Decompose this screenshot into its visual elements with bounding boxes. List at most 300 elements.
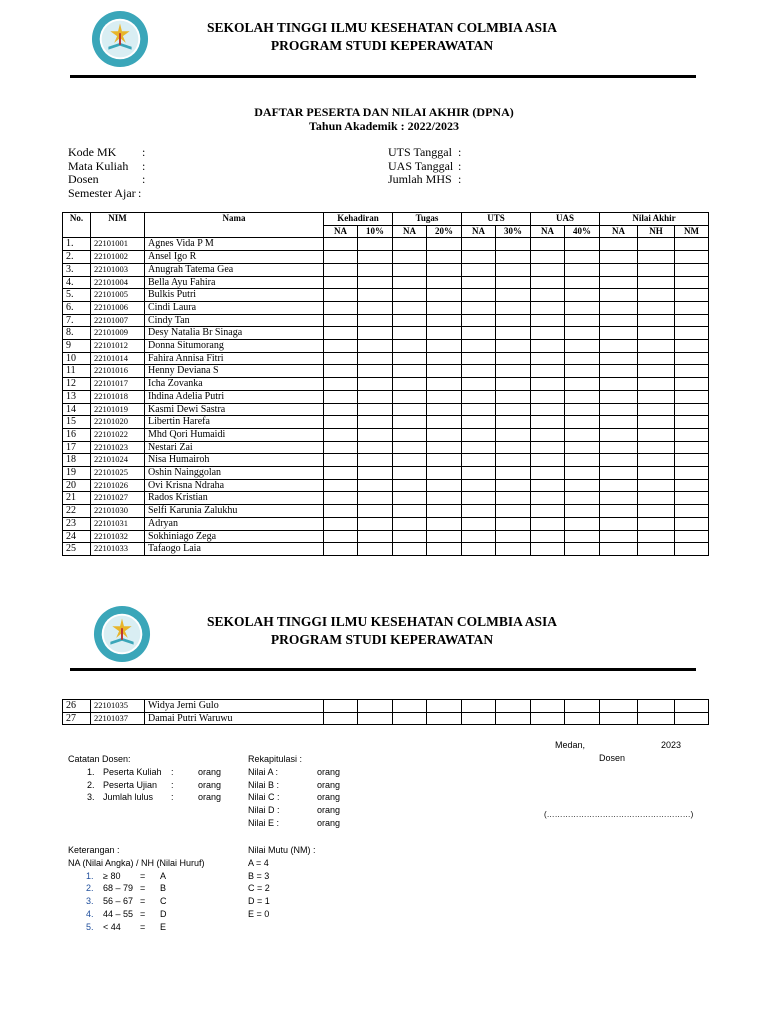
score-cell (565, 454, 600, 467)
score-cell (638, 517, 675, 530)
grade-range-grade: B (160, 883, 167, 894)
score-cell (358, 251, 393, 264)
student-name: Bella Ayu Fahira (145, 276, 324, 289)
score-cell (324, 238, 358, 251)
student-nim: 22101031 (91, 517, 145, 530)
table-row (63, 301, 709, 314)
score-cell (358, 352, 393, 365)
grade-range-eq: = (140, 883, 146, 894)
score-cell (427, 289, 462, 302)
score-cell (358, 390, 393, 403)
table-row (63, 251, 709, 264)
score-cell (462, 530, 496, 543)
score-cell (638, 479, 675, 492)
score-cell (496, 454, 531, 467)
score-cell (324, 441, 358, 454)
grade-range-range: 68 – 79 (103, 883, 134, 894)
col-header-nm: NM (675, 225, 709, 238)
score-cell (565, 479, 600, 492)
col-header-uas: UAS (531, 213, 600, 226)
score-cell (600, 251, 638, 264)
dosen-label: Dosen (599, 753, 626, 763)
rekap-unit: orang (317, 805, 341, 816)
score-cell (324, 276, 358, 289)
col-header-na: NA (393, 225, 427, 238)
score-cell (600, 263, 638, 276)
catatan-n: 1. (87, 766, 95, 777)
score-cell (531, 517, 565, 530)
rekap-label: Nilai C : (248, 792, 280, 803)
grade-range-n: 4. (86, 908, 94, 919)
score-cell (462, 238, 496, 251)
score-cell (358, 492, 393, 505)
score-cell (600, 378, 638, 391)
score-cell (565, 403, 600, 416)
score-cell (324, 340, 358, 353)
grade-range-eq: = (140, 870, 146, 881)
program-name: PROGRAM STUDI KEPERAWATAN (270, 632, 494, 647)
catatan-sep: : (171, 766, 174, 777)
rekap-title: Rekapitulasi : (248, 754, 303, 764)
score-cell (496, 378, 531, 391)
score-cell (427, 365, 462, 378)
score-cell (324, 378, 358, 391)
score-cell (531, 403, 565, 416)
signature-line: (………………………………………………) (544, 810, 694, 819)
score-cell (358, 340, 393, 353)
rekap-unit: orang (317, 779, 341, 790)
student-nim: 22101006 (91, 301, 145, 314)
table-row (63, 238, 709, 251)
score-cell (393, 301, 427, 314)
rekap-item (248, 804, 341, 817)
student-nim: 22101002 (91, 251, 145, 264)
score-cell (531, 238, 565, 251)
row-number: 6. (63, 301, 91, 314)
grade-range-range: < 44 (103, 921, 121, 932)
table-row (63, 530, 709, 543)
score-cell (675, 403, 709, 416)
catatan-label: Peserta Kuliah (103, 766, 162, 777)
grade-range-eq: = (140, 921, 146, 932)
score-cell (427, 505, 462, 518)
row-number: 15 (63, 416, 91, 429)
score-cell (462, 390, 496, 403)
score-cell (324, 403, 358, 416)
score-cell (600, 403, 638, 416)
score-cell (462, 492, 496, 505)
row-number: 18 (63, 454, 91, 467)
row-number: 1. (63, 238, 91, 251)
score-cell (324, 505, 358, 518)
rekap-unit: orang (317, 766, 341, 777)
rekap-item (248, 766, 341, 779)
score-cell (427, 276, 462, 289)
grade-range-range: 44 – 55 (103, 908, 134, 919)
score-cell (600, 238, 638, 251)
student-nim: 22101030 (91, 505, 145, 518)
score-cell (638, 238, 675, 251)
score-cell (638, 289, 675, 302)
score-cell (638, 390, 675, 403)
col-header-na: NA (462, 225, 496, 238)
score-cell (600, 289, 638, 302)
score-cell (600, 700, 638, 713)
score-cell (638, 251, 675, 264)
row-number: 27 (63, 712, 91, 725)
student-nim: 22101023 (91, 441, 145, 454)
score-cell (531, 479, 565, 492)
keterangan-subtitle: NA (Nilai Angka) / NH (Nilai Huruf) (68, 857, 205, 868)
row-number: 2. (63, 251, 91, 264)
meta-label-kode-mk: Kode MK (68, 145, 117, 159)
grade-range-eq: = (140, 908, 146, 919)
mutu-item: B = 3 (248, 870, 270, 881)
score-cell (565, 416, 600, 429)
score-cell (393, 454, 427, 467)
meta-label-semester: Semester Ajar (68, 185, 136, 200)
score-cell (324, 479, 358, 492)
score-cell (462, 276, 496, 289)
score-cell (565, 276, 600, 289)
score-cell (638, 467, 675, 480)
col-header-nim: NIM (91, 213, 145, 238)
score-cell (600, 530, 638, 543)
score-cell (324, 712, 358, 725)
score-cell (393, 314, 427, 327)
col-header-nilai-akhir: Nilai Akhir (600, 213, 709, 226)
score-cell (565, 700, 600, 713)
grade-range-item (68, 870, 205, 883)
meta-left (68, 145, 146, 200)
rekap-label: Nilai B : (248, 779, 280, 790)
catatan-item (68, 791, 222, 804)
score-cell (565, 263, 600, 276)
score-cell (531, 492, 565, 505)
score-cell (393, 416, 427, 429)
score-cell (324, 700, 358, 713)
score-cell (565, 327, 600, 340)
score-cell (496, 530, 531, 543)
score-cell (600, 276, 638, 289)
col-header-nh: NH (638, 225, 675, 238)
score-cell (531, 428, 565, 441)
score-cell (427, 416, 462, 429)
score-cell (565, 530, 600, 543)
score-cell (496, 340, 531, 353)
score-cell (531, 530, 565, 543)
table-row (63, 327, 709, 340)
score-cell (393, 517, 427, 530)
table-row (63, 428, 709, 441)
meta-label-uas: UAS Tanggal (388, 158, 454, 173)
student-name: Damai Putri Waruwu (145, 712, 324, 725)
score-cell (358, 505, 393, 518)
score-cell (531, 416, 565, 429)
score-cell (324, 251, 358, 264)
student-nim: 22101032 (91, 530, 145, 543)
catatan-item (68, 766, 222, 779)
score-cell (565, 289, 600, 302)
student-name: Nestari Zai (145, 441, 324, 454)
row-number: 10 (63, 352, 91, 365)
score-cell (393, 403, 427, 416)
grade-range-n: 5. (86, 921, 94, 932)
col-header-na: NA (600, 225, 638, 238)
score-cell (427, 251, 462, 264)
score-cell (600, 517, 638, 530)
col-header-pct: 20% (427, 225, 462, 238)
header-divider (70, 668, 696, 671)
score-cell (393, 479, 427, 492)
score-cell (531, 301, 565, 314)
score-cell (531, 263, 565, 276)
row-number: 14 (63, 403, 91, 416)
score-cell (565, 390, 600, 403)
row-number: 17 (63, 441, 91, 454)
score-cell (638, 365, 675, 378)
score-cell (638, 492, 675, 505)
student-nim: 22101019 (91, 403, 145, 416)
student-nim: 22101026 (91, 479, 145, 492)
score-cell (427, 479, 462, 492)
score-cell (600, 454, 638, 467)
catatan-label: Peserta Ujian (103, 779, 158, 790)
score-cell (675, 340, 709, 353)
score-cell (358, 327, 393, 340)
meta-label-jumlah-mhs: Jumlah MHS (388, 172, 452, 186)
rekap-unit: orang (317, 792, 341, 803)
score-cell (462, 251, 496, 264)
table-row (63, 700, 709, 713)
score-cell (427, 712, 462, 725)
col-header-nama: Nama (145, 213, 324, 238)
score-cell (496, 517, 531, 530)
score-cell (565, 467, 600, 480)
score-cell (427, 263, 462, 276)
student-nim: 22101033 (91, 543, 145, 556)
score-cell (462, 505, 496, 518)
student-nim: 22101001 (91, 238, 145, 251)
score-cell (496, 712, 531, 725)
student-name: Cindi Laura (145, 301, 324, 314)
table-row (63, 416, 709, 429)
score-cell (496, 467, 531, 480)
score-cell (358, 263, 393, 276)
score-cell (462, 352, 496, 365)
score-cell (675, 251, 709, 264)
row-number: 13 (63, 390, 91, 403)
score-cell (427, 492, 462, 505)
grade-range-range: 56 – 67 (103, 896, 134, 907)
grades-table-continued (62, 699, 709, 725)
score-cell (427, 403, 462, 416)
score-cell (565, 712, 600, 725)
score-cell (496, 276, 531, 289)
student-nim: 22101035 (91, 700, 145, 713)
student-name: Rados Kristian (145, 492, 324, 505)
score-cell (638, 454, 675, 467)
score-cell (358, 700, 393, 713)
meta-sep: : (458, 145, 462, 159)
student-name: Tafaogo Laia (145, 543, 324, 556)
score-cell (531, 251, 565, 264)
row-number: 16 (63, 428, 91, 441)
score-cell (638, 263, 675, 276)
score-cell (324, 352, 358, 365)
mutu-title: Nilai Mutu (NM) : (248, 845, 316, 855)
score-cell (565, 378, 600, 391)
score-cell (358, 530, 393, 543)
student-name: Selfi Karunia Zalukhu (145, 505, 324, 518)
score-cell (531, 327, 565, 340)
score-cell (600, 416, 638, 429)
score-cell (638, 543, 675, 556)
score-cell (531, 467, 565, 480)
row-number: 12 (63, 378, 91, 391)
student-name: Agnes Vida P M (145, 238, 324, 251)
score-cell (565, 251, 600, 264)
student-name: Ovi Krisna Ndraha (145, 479, 324, 492)
student-nim: 22101020 (91, 416, 145, 429)
student-name: Cindy Tan (145, 314, 324, 327)
meta-sep: : (142, 145, 146, 159)
score-cell (462, 301, 496, 314)
score-cell (393, 251, 427, 264)
score-cell (324, 301, 358, 314)
score-cell (324, 314, 358, 327)
score-cell (675, 327, 709, 340)
student-name: Fahira Annisa Fitri (145, 352, 324, 365)
grade-range-item (68, 908, 205, 921)
student-nim: 22101025 (91, 467, 145, 480)
catatan-n: 2. (87, 779, 95, 790)
score-cell (462, 712, 496, 725)
score-cell (462, 340, 496, 353)
col-header-pct: 40% (565, 225, 600, 238)
grade-range-eq: = (140, 896, 146, 907)
score-cell (393, 340, 427, 353)
score-cell (393, 428, 427, 441)
score-cell (600, 712, 638, 725)
grade-range-item (68, 895, 205, 908)
score-cell (496, 479, 531, 492)
score-cell (531, 340, 565, 353)
score-cell (600, 441, 638, 454)
score-cell (462, 263, 496, 276)
student-nim: 22101024 (91, 454, 145, 467)
grade-range-n: 1. (86, 870, 94, 881)
score-cell (324, 416, 358, 429)
student-name: Libertin Harefa (145, 416, 324, 429)
student-name: Icha Zovanka (145, 378, 324, 391)
score-cell (462, 543, 496, 556)
school-name: SEKOLAH TINGGI ILMU KESEHATAN COLMBIA ASIA (207, 20, 557, 35)
score-cell (462, 378, 496, 391)
mutu-item: E = 0 (248, 908, 270, 919)
meta-label-uts: UTS Tanggal (388, 145, 452, 159)
score-cell (496, 314, 531, 327)
meta-sep: : (142, 172, 146, 186)
col-header-na: NA (531, 225, 565, 238)
score-cell (358, 416, 393, 429)
score-cell (393, 276, 427, 289)
score-cell (427, 700, 462, 713)
score-cell (427, 428, 462, 441)
score-cell (600, 327, 638, 340)
table-row (63, 441, 709, 454)
rekapitulasi (248, 753, 341, 830)
score-cell (675, 301, 709, 314)
score-cell (565, 314, 600, 327)
score-cell (427, 517, 462, 530)
rekap-label: Nilai A : (248, 766, 279, 777)
score-cell (638, 428, 675, 441)
student-name: Desy Natalia Br Sinaga (145, 327, 324, 340)
score-cell (358, 454, 393, 467)
grade-range-grade: D (160, 908, 167, 919)
score-cell (675, 238, 709, 251)
student-name: Adryan (145, 517, 324, 530)
score-cell (675, 289, 709, 302)
program-name: PROGRAM STUDI KEPERAWATAN (270, 38, 494, 53)
score-cell (358, 517, 393, 530)
student-nim: 22101027 (91, 492, 145, 505)
score-cell (462, 454, 496, 467)
score-cell (565, 428, 600, 441)
table-row (63, 712, 709, 725)
meta-label-dosen: Dosen (68, 172, 99, 186)
score-cell (462, 289, 496, 302)
score-cell (600, 505, 638, 518)
score-cell (358, 543, 393, 556)
score-cell (393, 327, 427, 340)
score-cell (565, 352, 600, 365)
school-logo (93, 605, 151, 663)
score-cell (600, 492, 638, 505)
meta-sep: : (138, 185, 142, 200)
grade-range-item (68, 882, 205, 895)
student-nim: 22101017 (91, 378, 145, 391)
score-cell (358, 365, 393, 378)
score-cell (393, 505, 427, 518)
score-cell (496, 403, 531, 416)
student-name: Nisa Humairoh (145, 454, 324, 467)
score-cell (565, 340, 600, 353)
score-cell (675, 276, 709, 289)
score-cell (638, 352, 675, 365)
student-nim: 22101003 (91, 263, 145, 276)
score-cell (462, 416, 496, 429)
score-cell (565, 238, 600, 251)
score-cell (638, 712, 675, 725)
table-row (63, 289, 709, 302)
score-cell (496, 289, 531, 302)
score-cell (358, 479, 393, 492)
score-cell (393, 263, 427, 276)
score-cell (496, 505, 531, 518)
col-header-uts: UTS (462, 213, 531, 226)
score-cell (358, 378, 393, 391)
score-cell (638, 340, 675, 353)
score-cell (393, 352, 427, 365)
student-nim: 22101037 (91, 712, 145, 725)
rekap-label: Nilai D : (248, 805, 280, 816)
score-cell (324, 365, 358, 378)
rekap-label: Nilai E : (248, 817, 280, 828)
student-name: Donna Situmorang (145, 340, 324, 353)
rekap-item (248, 779, 341, 792)
